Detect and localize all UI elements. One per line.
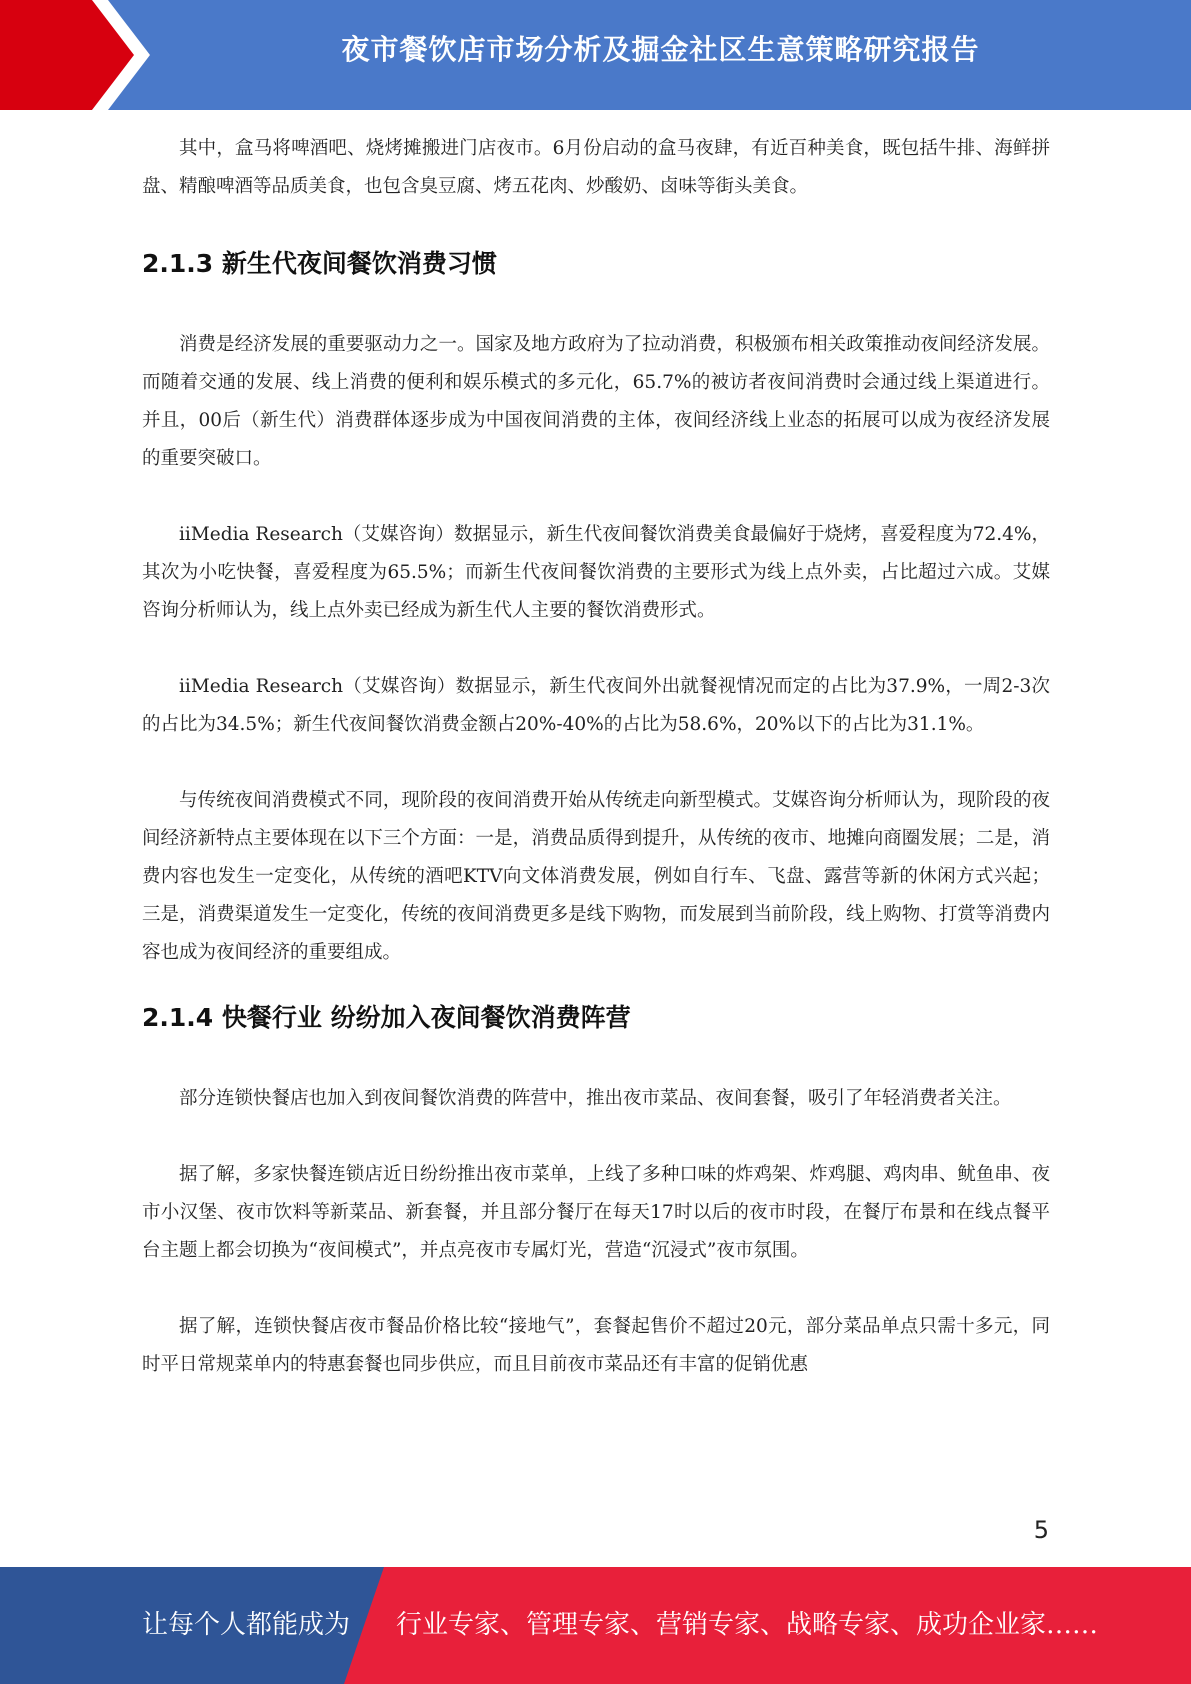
paragraph: 其中，盒马将啤酒吧、烧烤摊搬进门店夜市。6月份启动的盒马夜肆，有近百种美食，既包括牛排、海鲜拼盘、精酿啤酒等品质美食，也包含臭豆腐、烤五花肉、炒酸奶、卤味等街头美食。	[142, 138, 1050, 197]
page-number: 5	[1033, 1516, 1049, 1544]
paragraph: 据了解，多家快餐连锁店近日纷纷推出夜市菜单，上线了多种口味的炸鸡架、炸鸡腿、鸡肉串、鱿鱼串、夜市小汉堡、夜市饮料等新菜品、新套餐，并且部分餐厅在每天17时以后的夜市时段，在餐厅布景和在线点餐平台主题上都会切换为“夜间模式”，并点亮夜市专属灯光，营造“沉浸式”夜市氛围。	[142, 1164, 1050, 1261]
paragraph: iiMedia Research（艾媒咨询）数据显示，新生代夜间餐饮消费美食最偏好于烧烤，喜爱程度为72.4%，其次为小吃快餐，喜爱程度为65.5%；而新生代夜间餐饮消费的主要形式为线上点外卖，占比超过六成。艾媒咨询分析师认为，线上点外卖已经成为新生代人主要的餐饮消费形式。	[142, 524, 1050, 621]
paragraph: 与传统夜间消费模式不同，现阶段的夜间消费开始从传统走向新型模式。艾媒咨询分析师认为，现阶段的夜间经济新特点主要体现在以下三个方面：一是，消费品质得到提升，从传统的夜市、地摊向商圈发展；二是，消费内容也发生一定变化，从传统的酒吧KTV向文体消费发展，例如自行车、飞盘、露营等新的休闲方式兴起；三是，消费渠道发生一定变化，传统的夜间消费更多是线下购物，而发展到当前阶段，线上购物、打赏等消费内容也成为夜间经济的重要组成。	[142, 790, 1050, 963]
header-banner	[0, 0, 1191, 110]
section-heading: 2.1.3 新生代夜间餐饮消费习惯	[142, 249, 497, 278]
header-arrow-red	[0, 0, 150, 110]
footer-slogan-right: 行业专家、管理专家、营销专家、战略专家、成功企业家……	[396, 1610, 1099, 1640]
footer-banner	[0, 1567, 1191, 1684]
paragraph: 部分连锁快餐店也加入到夜间餐饮消费的阵营中，推出夜市菜品、夜间套餐，吸引了年轻消费者关注。	[179, 1088, 1012, 1109]
document-title: 夜市餐饮店市场分析及掘金社区生意策略研究报告	[341, 33, 980, 66]
paragraph: 据了解，连锁快餐店夜市餐品价格比较“接地气”，套餐起售价不超过20元，部分菜品单点只需十多元，同时平日常规菜单内的特惠套餐也同步供应，而且目前夜市菜品还有丰富的促销优惠	[142, 1316, 1050, 1375]
footer-slogan-left: 让每个人都能成为	[142, 1610, 351, 1640]
section-heading: 2.1.4 快餐行业 纷纷加入夜间餐饮消费阵营	[142, 1003, 631, 1032]
paragraph: iiMedia Research（艾媒咨询）数据显示，新生代夜间外出就餐视情况而定的占比为37.9%，一周2-3次的占比为34.5%；新生代夜间餐饮消费金额占20%-40%的占比为58.6%，20%以下的占比为31.1%。	[142, 676, 1050, 735]
document-body	[142, 130, 1050, 1384]
paragraph: 消费是经济发展的重要驱动力之一。国家及地方政府为了拉动消费，积极颁布相关政策推动夜间经济发展。而随着交通的发展、线上消费的便利和娱乐模式的多元化，65.7%的被访者夜间消费时会通过线上渠道进行。并且，00后（新生代）消费群体逐步成为中国夜间消费的主体，夜间经济线上业态的拓展可以成为夜经济发展的重要突破口。	[142, 334, 1050, 469]
